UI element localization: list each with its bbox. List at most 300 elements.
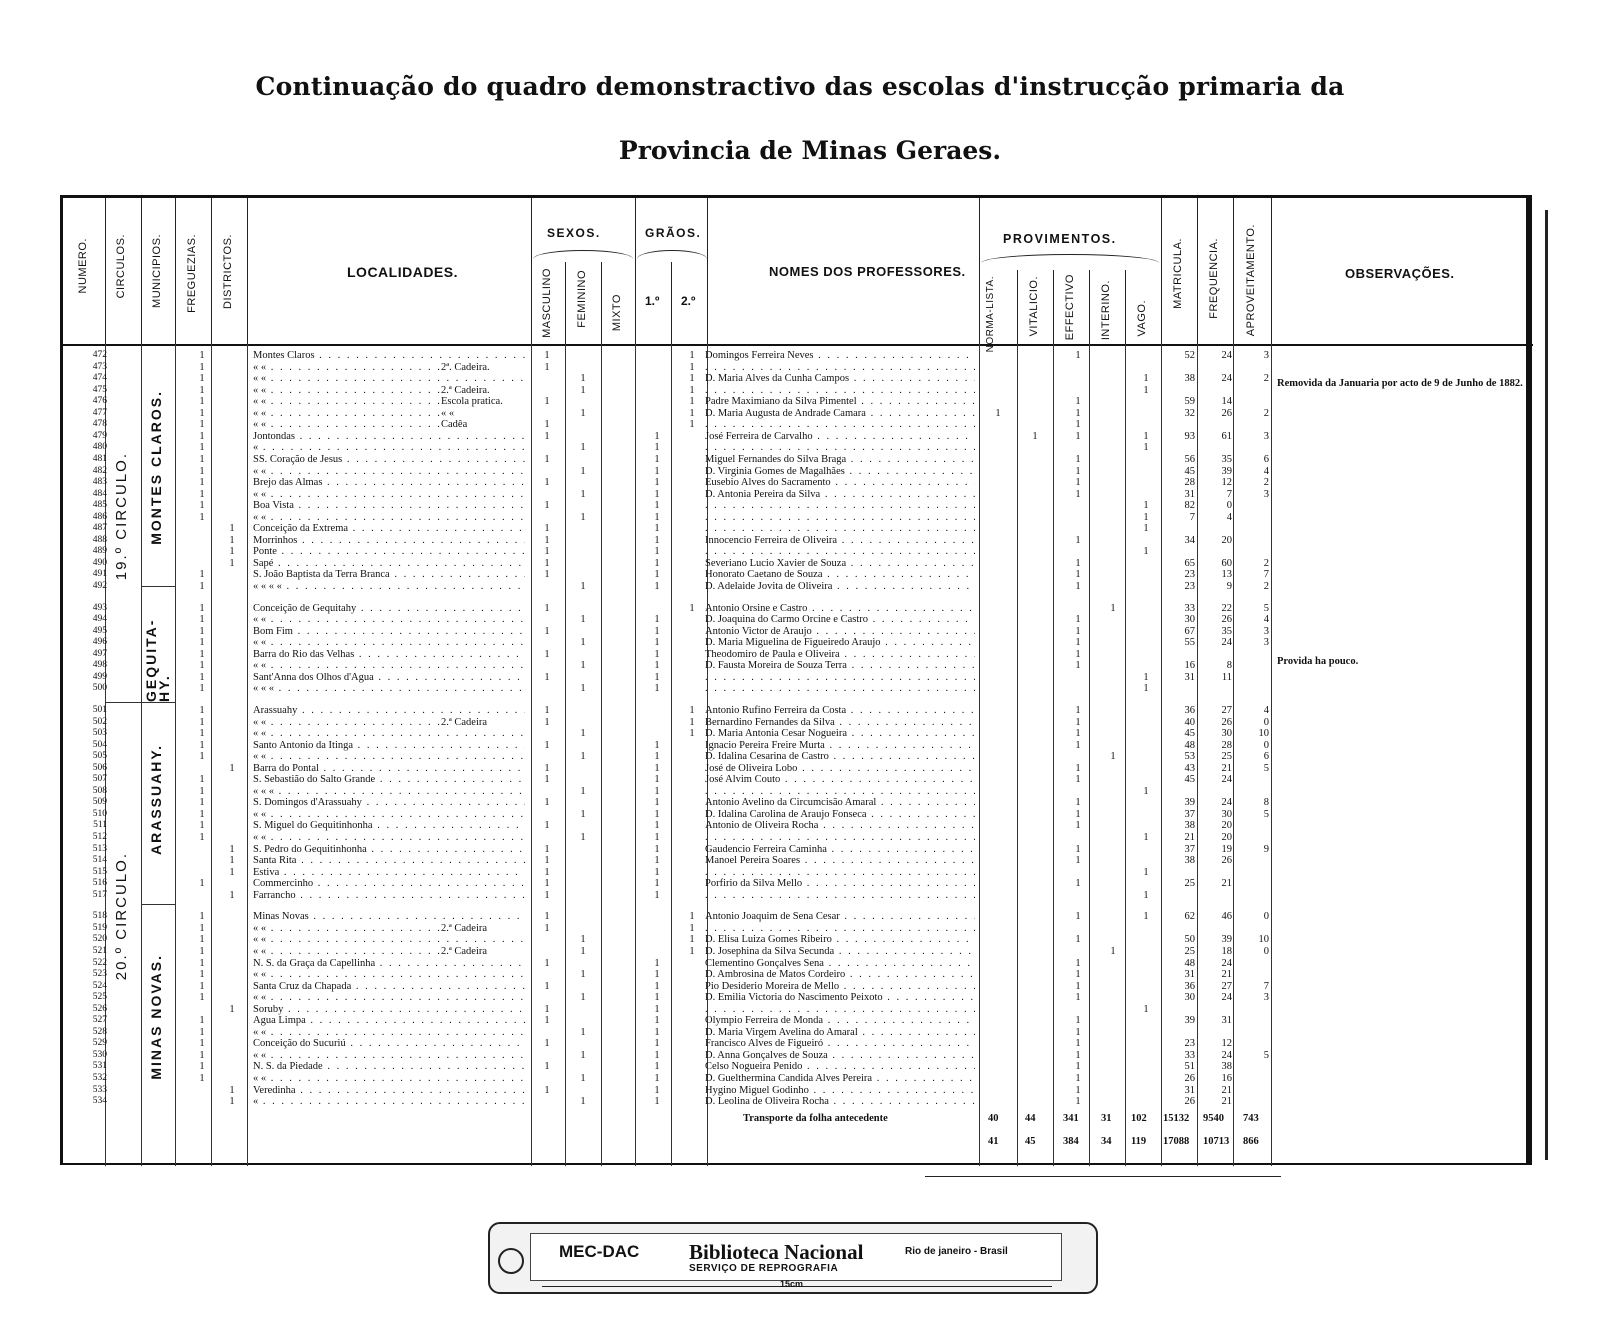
- matricula-value: 38: [1184, 373, 1195, 385]
- frequencia-value: 35: [1221, 453, 1232, 465]
- stamp-label-area: [530, 1233, 1062, 1281]
- stamp-hole-icon: [498, 1248, 524, 1274]
- matricula-value: 31: [1184, 488, 1195, 500]
- col-professores: [707, 198, 980, 344]
- matricula-value: 32: [1184, 407, 1195, 419]
- row-number: 519: [92, 922, 107, 933]
- vago-mark: 1: [1143, 511, 1149, 523]
- masculino-mark: 1: [544, 957, 550, 969]
- matricula-value: 23: [1184, 1038, 1195, 1050]
- matricula-value: 52: [1184, 350, 1195, 361]
- rule: [1233, 344, 1234, 1166]
- feminino-mark: 1: [580, 945, 586, 957]
- row-number: 491: [92, 569, 107, 580]
- grau1-mark: 1: [654, 683, 660, 695]
- row-number: 497: [92, 648, 107, 659]
- feminino-mark: 1: [580, 934, 586, 946]
- grau1-mark: 1: [654, 1061, 660, 1073]
- matricula-value: 39: [1184, 797, 1195, 809]
- matricula-value: 53: [1184, 751, 1195, 763]
- aproveitamento-value: 2: [1263, 407, 1269, 419]
- matricula-value: 65: [1184, 557, 1195, 569]
- localidade: Arassuahy . . .: [253, 705, 525, 716]
- total-effectivo: 384: [1063, 1136, 1079, 1147]
- vago-mark: 1: [1143, 442, 1149, 454]
- row-number: 476: [92, 396, 107, 407]
- freguezia-mark: 1: [199, 453, 205, 465]
- localidade: « « . . .: [253, 637, 525, 648]
- totals-rule: [925, 1176, 1281, 1177]
- effectivo-mark: 1: [1075, 430, 1081, 442]
- localidade: N. S. da Piedade . . .: [253, 1061, 525, 1072]
- freguezia-mark: 1: [199, 911, 205, 923]
- professor-name: D. Maria Antonia Cesar Nogueira . . .: [705, 728, 975, 739]
- total-interino: 34: [1101, 1136, 1112, 1147]
- professor-name: Francisco Alves de Figueiró . . .: [705, 1038, 975, 1049]
- header-aproveitamento: APROVEITAMENTO.: [1245, 224, 1257, 337]
- localidade: Conceição da Extrema . . .: [253, 523, 525, 534]
- col-provimentos-group: [979, 198, 1162, 344]
- row-number: 498: [92, 660, 107, 671]
- localidade: « « . . .: [253, 1027, 525, 1038]
- feminino-mark: 1: [580, 660, 586, 672]
- stamp-scale-label: 15cm: [780, 1279, 804, 1289]
- professor-name: [705, 1004, 975, 1015]
- aproveitamento-value: 2: [1263, 373, 1269, 385]
- professor-name: D. Virginia Gomes de Magalhães . . .: [705, 466, 975, 477]
- masculino-mark: 1: [544, 396, 550, 408]
- grau1-mark: 1: [654, 465, 660, 477]
- col-matricula: [1161, 198, 1198, 344]
- page-title: Continuação do quadro demonstractivo das escolas d'instrucção primaria da: [255, 72, 1345, 101]
- grau1-mark: 1: [654, 751, 660, 763]
- cadeira-note: Cadêa: [441, 419, 531, 430]
- effectivo-mark: 1: [1075, 581, 1081, 592]
- cadeira-note: 2ª. Cadeira.: [441, 362, 531, 373]
- frequencia-value: 20: [1221, 832, 1232, 843]
- freguezia-mark: 1: [199, 660, 205, 672]
- professor-name: Antonio Victor de Araujo . . .: [705, 626, 975, 637]
- vago-mark: 1: [1143, 373, 1149, 385]
- freguezia-mark: 1: [199, 751, 205, 763]
- aproveitamento-value: 3: [1263, 992, 1269, 1004]
- matricula-value: 31: [1184, 1084, 1195, 1096]
- row-number: 526: [92, 1003, 107, 1014]
- feminino-mark: 1: [580, 683, 586, 695]
- effectivo-mark: 1: [1075, 465, 1081, 477]
- frequencia-value: 30: [1221, 728, 1232, 740]
- circulo-19-label: 19.º CIRCULO.: [113, 452, 130, 581]
- col-numero: [63, 198, 106, 344]
- aproveitamento-value: 3: [1263, 430, 1269, 442]
- effectivo-mark: 1: [1075, 453, 1081, 465]
- row-number: 496: [92, 637, 107, 648]
- grau2-mark: 1: [689, 704, 695, 716]
- row-number: 533: [92, 1084, 107, 1095]
- professor-name: José Alvim Couto . . .: [705, 774, 975, 785]
- frequencia-value: 20: [1221, 820, 1232, 832]
- transporte-vitalicio: 44: [1025, 1113, 1036, 1124]
- frequencia-value: 22: [1221, 602, 1232, 614]
- header-interino: INTERINO.: [1100, 280, 1112, 341]
- localidade: Barra do Rio das Velhas . . .: [253, 649, 525, 660]
- professor-name: D. Adelaide Jovita de Oliveira . . .: [705, 581, 975, 592]
- stamp-org: MEC-DAC: [559, 1242, 640, 1261]
- frequencia-value: 25: [1221, 751, 1232, 763]
- grau1-mark: 1: [654, 581, 660, 592]
- row-number: 492: [92, 581, 107, 591]
- header-circulos: CIRCULOS.: [115, 234, 127, 299]
- grau1-mark: 1: [654, 500, 660, 512]
- table-body: [63, 344, 1533, 1166]
- matricula-value: 51: [1184, 1061, 1195, 1073]
- effectivo-mark: 1: [1075, 557, 1081, 569]
- effectivo-mark: 1: [1075, 1061, 1081, 1073]
- header-effectivo: EFFECTIVO: [1064, 274, 1076, 341]
- transporte-aproveitamento: 743: [1243, 1113, 1259, 1124]
- frequencia-value: 30: [1221, 808, 1232, 820]
- matricula-value: 28: [1184, 477, 1195, 489]
- districto-mark: 1: [229, 855, 235, 867]
- effectivo-mark: 1: [1075, 350, 1081, 361]
- effectivo-mark: 1: [1075, 534, 1081, 546]
- header-mixto: MIXTO: [611, 294, 623, 332]
- masculino-mark: 1: [544, 453, 550, 465]
- header-districtos: DISTRICTOS.: [222, 234, 234, 309]
- freguezia-mark: 1: [199, 430, 205, 442]
- frequencia-value: 26: [1221, 614, 1232, 626]
- grau1-mark: 1: [654, 878, 660, 890]
- masculino-mark: 1: [544, 716, 550, 728]
- matricula-value: 48: [1184, 739, 1195, 751]
- frequencia-value: 27: [1221, 980, 1232, 992]
- feminino-mark: 1: [580, 808, 586, 820]
- localidade: Minas Novas . . .: [253, 911, 525, 922]
- row-number: 529: [92, 1038, 107, 1049]
- data-table: [60, 195, 1532, 1165]
- header-freguezias: FREGUEZIAS.: [186, 234, 198, 313]
- col-circulos: [105, 198, 142, 344]
- districto-mark: 1: [229, 1003, 235, 1015]
- localidade: S. Sebastião do Salto Grande . . .: [253, 774, 525, 785]
- grau1-mark: 1: [654, 1003, 660, 1015]
- library-stamp: [488, 1222, 1098, 1294]
- matricula-value: 31: [1184, 969, 1195, 981]
- grau2-mark: 1: [689, 361, 695, 373]
- localidade: « « . . .: [253, 362, 525, 373]
- header-matricula: MATRICULA.: [1172, 238, 1184, 309]
- freguezia-mark: 1: [199, 500, 205, 512]
- grau1-mark: 1: [654, 980, 660, 992]
- masculino-mark: 1: [544, 430, 550, 442]
- feminino-mark: 1: [580, 614, 586, 626]
- sheet-edge-rule: [1545, 210, 1548, 1160]
- professor-name: Eusebio Alves do Sacramento . . .: [705, 477, 975, 488]
- professor-name: [705, 832, 975, 843]
- vago-mark: 1: [1143, 546, 1149, 558]
- freguezia-mark: 1: [199, 797, 205, 809]
- grau1-mark: 1: [654, 820, 660, 832]
- row-number: 520: [92, 934, 107, 945]
- row-number: 522: [92, 957, 107, 968]
- grau1-mark: 1: [654, 1073, 660, 1084]
- feminino-mark: 1: [580, 465, 586, 477]
- localidade: « « . . .: [253, 466, 525, 477]
- districto-mark: 1: [229, 546, 235, 558]
- rule: [1089, 344, 1090, 1166]
- localidade: « « . . .: [253, 408, 525, 419]
- aproveitamento-value: 6: [1263, 453, 1269, 465]
- frequencia-value: 7: [1226, 488, 1232, 500]
- row-number: 521: [92, 945, 107, 956]
- professor-name: Antonio Avelino da Circumcisão Amaral . . .: [705, 797, 975, 808]
- freguezia-mark: 1: [199, 602, 205, 614]
- professor-name: D. Antonia Pereira da Silva . . .: [705, 489, 975, 500]
- grau2-mark: 1: [689, 602, 695, 614]
- effectivo-mark: 1: [1075, 934, 1081, 946]
- matricula-value: 30: [1184, 992, 1195, 1004]
- effectivo-mark: 1: [1075, 1038, 1081, 1050]
- professor-name: [705, 890, 975, 901]
- effectivo-mark: 1: [1075, 569, 1081, 581]
- grau1-mark: 1: [654, 1049, 660, 1061]
- professor-name: Severiano Lucio Xavier de Souza . . .: [705, 558, 975, 569]
- vago-mark: 1: [1143, 384, 1149, 396]
- professor-name: D. Ambrosina de Matos Cordeiro . . .: [705, 969, 975, 980]
- districto-mark: 1: [229, 557, 235, 569]
- row-number: 504: [92, 739, 107, 750]
- vago-mark: 1: [1143, 671, 1149, 683]
- effectivo-mark: 1: [1075, 477, 1081, 489]
- districto-mark: 1: [229, 866, 235, 878]
- transporte-vago: 102: [1131, 1113, 1147, 1124]
- row-number: 506: [92, 762, 107, 773]
- freguezia-mark: 1: [199, 728, 205, 740]
- frequencia-value: 24: [1221, 350, 1232, 361]
- grau1-mark: 1: [654, 785, 660, 797]
- frequencia-value: 38: [1221, 1061, 1232, 1073]
- cadeira-note: « «: [441, 408, 531, 419]
- rule: [1271, 344, 1272, 1166]
- municipio-arassuahy: ARASSUAHY.: [148, 744, 164, 856]
- effectivo-mark: 1: [1075, 1096, 1081, 1108]
- localidade: Conceição do Sucuriú . . .: [253, 1038, 525, 1049]
- cadeira-note: 2.ª Cadeira.: [441, 385, 531, 396]
- frequencia-value: 39: [1221, 934, 1232, 946]
- effectivo-mark: 1: [1075, 808, 1081, 820]
- vago-mark: 1: [1143, 500, 1149, 512]
- professor-name: Domingos Ferreira Neves . . .: [705, 350, 975, 361]
- masculino-mark: 1: [544, 855, 550, 867]
- effectivo-mark: 1: [1075, 407, 1081, 419]
- row-number: 473: [92, 361, 107, 372]
- grau1-mark: 1: [654, 866, 660, 878]
- aproveitamento-value: 5: [1263, 602, 1269, 614]
- matricula-value: 26: [1184, 1096, 1195, 1108]
- row-number: 481: [92, 453, 107, 464]
- row-number: 534: [92, 1096, 107, 1107]
- row-number: 523: [92, 969, 107, 980]
- matricula-value: 48: [1184, 957, 1195, 969]
- header-numero: NUMERO.: [77, 238, 89, 294]
- grau1-mark: 1: [654, 523, 660, 535]
- grau1-mark: 1: [654, 671, 660, 683]
- professor-name: Manoel Pereira Soares . . .: [705, 855, 975, 866]
- grau2-mark: 1: [689, 373, 695, 385]
- aproveitamento-value: 0: [1263, 716, 1269, 728]
- feminino-mark: 1: [580, 511, 586, 523]
- localidade: « « . . .: [253, 1073, 525, 1084]
- grau2-mark: 1: [689, 350, 695, 361]
- effectivo-mark: 1: [1075, 704, 1081, 716]
- effectivo-mark: 1: [1075, 797, 1081, 809]
- frequencia-value: 24: [1221, 1049, 1232, 1061]
- municipio-minas-novas: MINAS NOVAS.: [148, 954, 164, 1080]
- effectivo-mark: 1: [1075, 1073, 1081, 1084]
- effectivo-mark: 1: [1075, 728, 1081, 740]
- header-grau2: 2.º: [681, 294, 696, 308]
- feminino-mark: 1: [580, 1026, 586, 1038]
- row-number: 477: [92, 407, 107, 418]
- professor-name: Antonio Joaquim de Sena Cesar . . .: [705, 911, 975, 922]
- rule: [1053, 344, 1054, 1166]
- effectivo-mark: 1: [1075, 980, 1081, 992]
- feminino-mark: 1: [580, 832, 586, 843]
- col-municipios: [141, 198, 176, 344]
- localidade: « « . . .: [253, 969, 525, 980]
- grau2-mark: 1: [689, 384, 695, 396]
- feminino-mark: 1: [580, 407, 586, 419]
- stamp-name: Biblioteca Nacional: [689, 1240, 864, 1264]
- localidade: Farrancho . . .: [253, 890, 525, 901]
- matricula-value: 36: [1184, 704, 1195, 716]
- matricula-value: 31: [1184, 671, 1195, 683]
- matricula-value: 39: [1184, 1015, 1195, 1027]
- vago-mark: 1: [1143, 889, 1149, 901]
- grau1-mark: 1: [654, 511, 660, 523]
- freguezia-mark: 1: [199, 739, 205, 751]
- rule: [979, 344, 980, 1166]
- effectivo-mark: 1: [1075, 1026, 1081, 1038]
- feminino-mark: 1: [580, 785, 586, 797]
- professor-name: [705, 385, 975, 396]
- grau1-mark: 1: [654, 442, 660, 454]
- matricula-value: 50: [1184, 934, 1195, 946]
- professor-name: [705, 500, 975, 511]
- grau2-mark: 1: [689, 716, 695, 728]
- frequencia-value: 21: [1221, 762, 1232, 774]
- masculino-mark: 1: [544, 546, 550, 558]
- row-number: 531: [92, 1061, 107, 1072]
- freguezia-mark: 1: [199, 373, 205, 385]
- professor-name: D. Elisa Luiza Gomes Ribeiro . . .: [705, 934, 975, 945]
- grau1-mark: 1: [654, 637, 660, 649]
- localidade: « « . . .: [253, 660, 525, 671]
- vago-mark: 1: [1143, 866, 1149, 878]
- frequencia-value: 21: [1221, 878, 1232, 890]
- aproveitamento-value: 4: [1263, 465, 1269, 477]
- municipio-gequitahy: GEQUITA-HY.: [143, 618, 172, 702]
- localidade: Veredinha . . .: [253, 1085, 525, 1096]
- row-number: 511: [93, 820, 107, 831]
- vago-mark: 1: [1143, 1003, 1149, 1015]
- grau1-mark: 1: [654, 1096, 660, 1108]
- professor-name: [705, 512, 975, 523]
- grau1-mark: 1: [654, 843, 660, 855]
- effectivo-mark: 1: [1075, 762, 1081, 774]
- masculino-mark: 1: [544, 1038, 550, 1050]
- professor-name: Miguel Fernandes do Silva Braga . . .: [705, 454, 975, 465]
- feminino-mark: 1: [580, 969, 586, 981]
- localidade: « « . . .: [253, 751, 525, 762]
- rule: [531, 344, 532, 1166]
- matricula-value: 37: [1184, 808, 1195, 820]
- matricula-value: 45: [1184, 774, 1195, 786]
- professor-name: [705, 362, 975, 373]
- localidade: « « « « . . .: [253, 581, 525, 592]
- row-number: 480: [92, 442, 107, 453]
- interino-mark: 1: [1110, 602, 1116, 614]
- frequencia-value: 46: [1221, 911, 1232, 923]
- vago-mark: 1: [1143, 683, 1149, 695]
- masculino-mark: 1: [544, 625, 550, 637]
- matricula-value: 7: [1189, 511, 1195, 523]
- localidade: « « . . .: [253, 809, 525, 820]
- freguezia-mark: 1: [199, 808, 205, 820]
- professor-name: Honorato Caetano de Souza . . .: [705, 569, 975, 580]
- aproveitamento-value: 10: [1258, 728, 1269, 740]
- matricula-value: 56: [1184, 453, 1195, 465]
- professor-name: [705, 867, 975, 878]
- localidade: Soruby . . .: [253, 1004, 525, 1015]
- grau1-mark: 1: [654, 832, 660, 843]
- header-municipios: MUNICIPIOS.: [151, 234, 163, 308]
- row-number: 495: [92, 625, 107, 636]
- frequencia-value: 19: [1221, 843, 1232, 855]
- matricula-value: 59: [1184, 396, 1195, 408]
- districto-mark: 1: [229, 889, 235, 901]
- cadeira-note: 2.ª Cadeira: [441, 946, 531, 957]
- interino-mark: 1: [1110, 751, 1116, 763]
- row-number: 508: [92, 785, 107, 796]
- matricula-value: 38: [1184, 820, 1195, 832]
- row-number: 503: [92, 728, 107, 739]
- aproveitamento-value: 7: [1263, 980, 1269, 992]
- masculino-mark: 1: [544, 361, 550, 373]
- professor-name: Antonio Rufino Ferreira da Costa . . .: [705, 705, 975, 716]
- effectivo-mark: 1: [1075, 637, 1081, 649]
- freguezia-mark: 1: [199, 922, 205, 934]
- masculino-mark: 1: [544, 980, 550, 992]
- cadeira-note: 2.ª Cadeira: [441, 923, 531, 934]
- row-number: 478: [92, 419, 107, 430]
- freguezia-mark: 1: [199, 785, 205, 797]
- freguezia-mark: 1: [199, 477, 205, 489]
- masculino-mark: 1: [544, 1084, 550, 1096]
- freguezia-mark: 1: [199, 465, 205, 477]
- row-number: 505: [92, 751, 107, 762]
- matricula-value: 67: [1184, 625, 1195, 637]
- header-grau1: 1.º: [645, 294, 660, 308]
- localidade: Boa Vista . . .: [253, 500, 525, 511]
- localidade: Montes Claros . . .: [253, 350, 525, 361]
- frequencia-value: 24: [1221, 992, 1232, 1004]
- stamp-city: Rio de janeiro - Brasil: [905, 1246, 1008, 1257]
- cadeira-note: Escola pratica.: [441, 396, 531, 407]
- row-number: 507: [92, 774, 107, 785]
- freguezia-mark: 1: [199, 934, 205, 946]
- effectivo-mark: 1: [1075, 911, 1081, 923]
